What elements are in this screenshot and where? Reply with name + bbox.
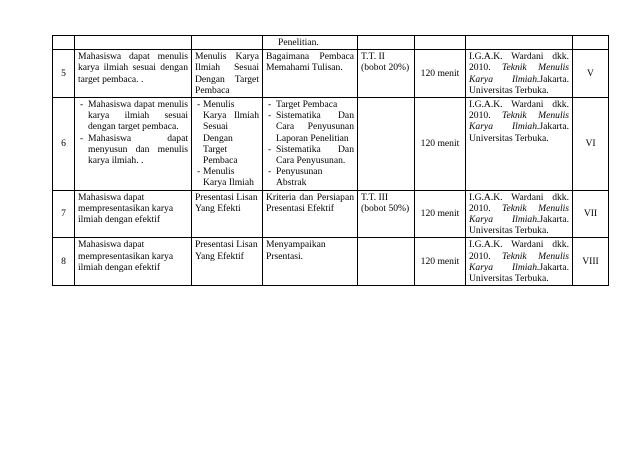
row-number xyxy=(53,36,75,50)
row-number: 6 xyxy=(53,98,75,191)
table-row xyxy=(53,190,609,238)
table-row xyxy=(53,36,609,50)
assessment-cell xyxy=(192,36,263,50)
mode-cell xyxy=(358,36,415,50)
meeting-code: VI xyxy=(573,98,609,191)
list-item: - Menulis Karya Ilmiah xyxy=(195,166,259,188)
list-item: - Mahasiswa dapat menulis karya ilmiah sesuai dengan target pembaca. xyxy=(78,99,188,133)
meeting-code: V xyxy=(573,50,609,98)
time-cell xyxy=(415,36,466,50)
indicator-cell: Mahasiswa dapat mempresentasikan karya ilmiah dengan efektif xyxy=(75,190,192,238)
material-cell xyxy=(263,36,358,50)
table-row xyxy=(53,50,609,98)
mode-cell xyxy=(358,238,415,286)
mode-cell: T.T. II (bobot 20%) xyxy=(358,50,415,98)
time-cell: 120 menit xyxy=(415,238,466,286)
list-item: - Sistematika Dan Cara Penyusunan Laporan Penelitian xyxy=(266,110,354,144)
material-cell: Menyampaikan Prsentasi. xyxy=(263,238,358,286)
list-item: - Sistematika Dan Cara Penyusunan. xyxy=(266,144,354,166)
mode-cell: T.T. III (bobot 50%) xyxy=(358,190,415,238)
reference-cell: I.G.A.K. Wardani dkk. 2010. Teknik Menulis Karya Ilmiah.Jakarta. Universitas Terbuka. xyxy=(466,50,573,98)
list-item: - Menulis Karya Ilmiah Sesuai Dengan Target Pembaca xyxy=(195,99,259,166)
indicator-cell xyxy=(75,98,192,191)
time-cell: 120 menit xyxy=(415,190,466,238)
reference-cell xyxy=(466,36,573,50)
reference-cell: I.G.A.K. Wardani dkk. 2010. Teknik Menulis Karya Ilmiah.Jakarta. Universitas Terbuka. xyxy=(466,98,573,191)
assessment-cell xyxy=(192,98,263,191)
material-cell xyxy=(263,98,358,191)
meeting-code xyxy=(573,36,609,50)
table-row xyxy=(53,98,609,191)
material-cell: Kriteria dan Persiapan Presentasi Efektif xyxy=(263,190,358,238)
table-row xyxy=(53,238,609,286)
assessment-cell: Menulis Karya Ilmiah Sesuai Dengan Target Pembaca xyxy=(192,50,263,98)
time-cell: 120 menit xyxy=(415,98,466,191)
list-item: - Target Pembaca xyxy=(266,99,354,110)
row-number: 8 xyxy=(53,238,75,286)
time-cell: 120 menit xyxy=(415,50,466,98)
mode-cell xyxy=(358,98,415,191)
material-text: Penelitian. xyxy=(278,37,319,48)
assessment-cell: Presentasi Lisan Yang Efektif xyxy=(192,238,263,286)
meeting-code: VIII xyxy=(573,238,609,286)
reference-cell: I.G.A.K. Wardani dkk. 2010. Teknik Menulis Karya Ilmiah.Jakarta. Universitas Terbuka. xyxy=(466,238,573,286)
indicator-cell: Mahasiswa dapat mempresentasikan karya ilmiah dengan efektif xyxy=(75,238,192,286)
material-cell: Bagaimana Pembaca Memahami Tulisan. xyxy=(263,50,358,98)
row-number: 7 xyxy=(53,190,75,238)
meeting-code: VII xyxy=(573,190,609,238)
list-item: - Penyusunan Abstrak xyxy=(266,166,354,188)
indicator-cell: Mahasiswa dapat menulis karya ilmiah sesuai dengan target pembaca. . xyxy=(75,50,192,98)
assessment-cell: Presentasi Lisan Yang Efekti xyxy=(192,190,263,238)
row-number: 5 xyxy=(53,50,75,98)
list-item: - Mahasiswa dapat menyusun dan menulis karya ilmiah. . xyxy=(78,133,188,167)
reference-cell: I.G.A.K. Wardani dkk. 2010. Teknik Menulis Karya Ilmiah.Jakarta. Universitas Terbuka. xyxy=(466,190,573,238)
indicator-cell xyxy=(75,36,192,50)
syllabus-table xyxy=(52,35,609,286)
